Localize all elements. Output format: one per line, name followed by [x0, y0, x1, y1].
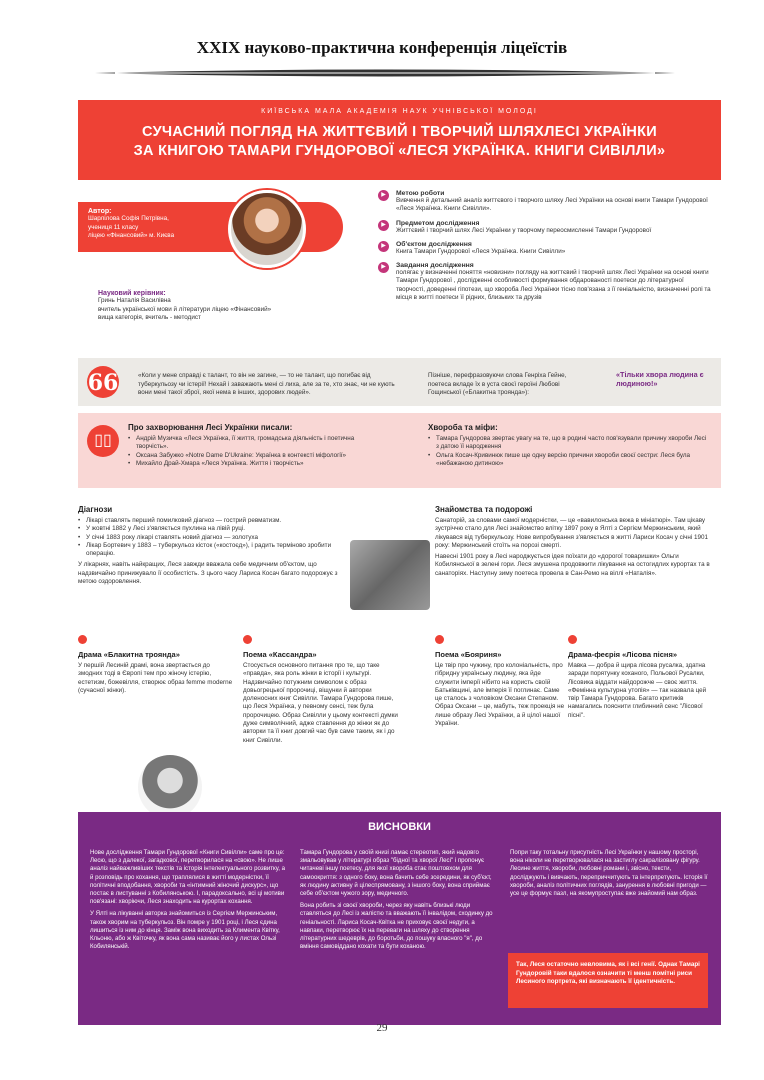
play-icon: ▶ [378, 220, 389, 231]
list-item: • Лікарі ставлять перший помилковий діагноз — гострий ревматизм. [78, 517, 348, 525]
poster [78, 100, 721, 1025]
page-number: 29 [376, 1022, 388, 1034]
play-icon [568, 635, 577, 644]
play-icon [243, 635, 252, 644]
diagnoses-section: Діагнози • Лікарі ставлять перший помилковий діагноз — гострий ревматизм. • У жовтні 1882 у Лесі з'являється пухлина на лівій руці. • У січні 1883 року лікарі ставлять новий діагноз — золотуха • Лікар Бортевич у 1883 – туберкульоз кісток («костоєд»), і радить терміново зробити операцію. У лікарнях, навіть найкращих, Леся завжди вважала себе медичним об'єктом, що надзвичайно принижувало її особистість. З цього часу Лариса Косач багато подорожує з метою оздоровлення. [78, 505, 348, 586]
author-block: Автор: Шарлілова Софія Петрівна, учениця 11 класу ліцею «Фінансовий» м. Києва [78, 202, 343, 252]
final-statement: Так, Леся остаточно невловима, як і всі генії. Однак Тамарі Гундоровій таки вдалося означити ті менш помітні риси Лесиного портрета, які визначають її ідентичність. [508, 953, 708, 1008]
work-card: Поема «Бояриня» Це твір про чужину, про колоніальність, про гібридну українську людину, яка йде служити імперії нібито на користь своїй Батьківщині, але імперія її поглинає. Саме це сталось з чоловіком Оксани Степаном. Образ Оксани – це, мабуть, теж проекція не лише образу Лесі Українки, а й цілої нашої України. [435, 635, 565, 728]
play-icon: ▶ [378, 190, 389, 201]
conclusions-section [78, 812, 721, 1025]
portrait-illustration [138, 755, 202, 819]
list-item: • Оксана Забужко «Notre Dame D'Ukraine: Українка в контексті міфології» [128, 452, 388, 460]
header-divider [95, 66, 675, 80]
author-photo [228, 190, 306, 268]
quote-text: «Коли у мене справді є талант, то він не загине, — то не талант, що погибає від туберкульозу чи істерії! Нехай і заважають мені сі лиха, але за те, хто знає, чи не кують вони мені такої зброї, якої нема в інших, здорових людей». [138, 372, 395, 396]
quote-highlight: «Тільки хвора людина є людиною!» [616, 370, 704, 388]
supervisor-block: Науковий керівник: Гринь Наталія Василівна вчитель української мови й літератури ліцею «Фінансовий» вища категорія, вчитель - методист [98, 290, 338, 323]
title-banner [78, 100, 721, 180]
play-icon [435, 635, 444, 644]
research-goals [378, 190, 713, 308]
author-name: Шарлілова Софія Петрівна, [88, 215, 169, 222]
supervisor-label: Науковий керівник: [98, 290, 166, 297]
disease-band [78, 413, 721, 488]
organization: КИЇВСЬКА МАЛА АКАДЕМІЯ НАУК УЧНІВСЬКОЇ МОЛОДІ [261, 108, 538, 115]
conclusions-title: ВИСНОВКИ [368, 821, 431, 833]
work-card: Поема «Кассандра» Стосується основного питання про те, що таке «правда», яка роль жінки в історії і культурі. Надзвичайно потужним символом є образ довьогрецької пророчиці, віщунки й авторки доленосних книг Сивілли. Тамара Гундорова пише, що Леся Українка, у певному сенсі, теж була пророчицею. Образ Сивілли у цьому контексті думки дуже символічний, адже ставлення до жінки як до авторки та її книг довгий час був саме таким, як і до книг Сивілли. [243, 635, 398, 745]
conclusions-col-1: Нове дослідження Тамари Гундорової «Книги Сивілли» саме про це: Лесю, що з далекої, загадкової, перетворилася на «свою». Не лише аналіз найважливіших текстів та історія інтелектуального розвитку, а й розповідь про кохання, що траплялися в житті модерністки, її політичні вподобання, хвороби та «інтимний жіночий дискурс», що постає в листуванні з Кобилянською. І, парадоксально, всі ці мотиви пов'язані: хворіючи, Леся знаходить на курортах кохання. У Ялті на лікуванні авторка знайомиться із Сергієм Мержинським, також хворим на туберкульоз. Він помре у 1901 році, і Леся єдина лишиться із ним до кінця. Заміж вона виходить за Климента Квітку, Кльоню, або ж Квіточку, як вона сама називає його у листах Ользі Кобилянській. [90, 849, 286, 951]
conclusions-col-2: Тамара Гундорова у своїй книзі ламає стереотип, який надовго змальовував у літературі образ "бідної та хворої Лесі" і пропонує читачеві іншу поетесу, для якої хвороба стає поштовхом для самоокриття: з одного боку, вона бачить себе зсередини, як суб'єкт, як людину активну й цілеспрямовану, з іншого боку, вона сприймає себе об'єктом чужого зору, медичного. Вона робить зі своєї хвороби, через яку навіть близькі люди ставляться до Лесі із жалістю та вважають її інвалідом, сходинку до геніальності. Лариса Косач-Квітка не приховує своєї недуги, а навпаки, перетворює їх на переваги на шляху до створення літературних шедеврів, до боротьби, до пошуку власного "я", до вміння самовіддано кохати та бути коханою. [300, 849, 493, 951]
disease-myths: Хвороба та міфи: • Тамара Гундорова звертає увагу на те, що в родині часто пов'язували причину хвороби Лесі з датою її народження • Ольга Косач-Кривинюк пише ще одну версію причини хвороби своєї сестри: Леся була «небажаною дитиною» [428, 423, 708, 468]
play-icon [78, 635, 87, 644]
goal-item: ▶ Об'єктом дослідження Книга Тамари Гундорової «Леся Українка. Книги Сивілли» [378, 241, 713, 256]
conference-header: XXIX науково-практична конференція ліцеїстів [196, 38, 568, 57]
list-item: • Андрій Музичка «Леся Українка, її життя, громадська діяльність і поетична творчість». [128, 435, 388, 452]
acquaintances-section: Знайомства та подорожі Санаторій, за словами самої модерністки, — це «вавилонська вежа в мініатюрі». Там цікаву зустріччю стало для Лесі знайомство влітку 1897 року в Ялті з Сергієм Мержинським, який лікувався від туберкульозу. Нове випробування з'являється в житті Лариси Косач у січні 1901 року: Мержинський стоїть на порозі смерті. Навесні 1901 року в Лесі народжується ідея поїхати до «дорогої товаришки» Ольги Кобилянської в зелені гори. Леся змушена продовжити лікування на остогидлих курортах та в санаторіях. Наступну зиму поетеса провела в Сан-Ремо на віллі «Наталія». [435, 505, 710, 577]
quote-band [78, 358, 721, 406]
poster-title: СУЧАСНИЙ ПОГЛЯД НА ЖИТТЄВИЙ І ТВОРЧИЙ ШЛЯХЛЕСІ УКРАЇНКИ ЗА КНИГОЮ ТАМАРИ ГУНДОРОВОЇ «ЛЕСЯ УКРАЇНКА. КНИГИ СИВІЛЛИ» [133, 124, 666, 159]
book-icon: ▯▯ [87, 425, 119, 457]
quote-context: Пізніше, перефразовуючи слова Генріха Гейне, поетеса вкладе їх в уста своєї героїні Любові Гощинської («Блакитна троянда»): [428, 372, 567, 396]
quote-icon: 66 [87, 366, 119, 398]
list-item: • Лікар Бортевич у 1883 – туберкульоз кісток («костоєд»), і радить терміново зробити операцію. [78, 542, 348, 559]
supervisor-name: Гринь Наталія Василівна [98, 297, 171, 304]
list-item: • Тамара Гундорова звертає увагу на те, що в родині часто пов'язували причину хвороби Лесі з датою її народження [428, 435, 708, 452]
goal-item: ▶ Завдання дослідження полягає у визначенні поняття «новизни» погляду на життєвий і творчий шлях Лесі Українки на основі книги Тамари Гундорової , дослідженні особливості формування обдарованості поетеси до літературної творчості, доведенні гіпотези, що хвороба Лесі Українки тісно пов'язана з її геніальністю, визначенні ролі та місця в житті поетеси її рідних, близьких та друзів [378, 262, 713, 302]
author-label: Автор: [88, 208, 112, 215]
play-icon: ▶ [378, 262, 389, 273]
disease-sources: Про захворювання Лесі Українки писали: • Андрій Музичка «Леся Українка, її життя, громадська діяльність і поетична творчість». • Оксана Забужко «Notre Dame D'Ukraine: Українка в контексті міфології» • Михайло Драй-Хмара «Леся Українка. Життя і творчість» [128, 423, 388, 468]
conclusions-col-3: Попри таку тотальну присутність Лесі Українки у нашому просторі, вона ніколи не перетворювалася на застиглу сакралізовану фігуру. Лесине життя, хвороби, любовні романи і, звісно, тексти, досліджують і вивчають, переприччитують та інтерпретують. Історія її хвороби, аналіз політичних поглядів, занурення в любовні пригоди — усе це формує пазл, на якомупроступає вже знайомий нам образ. [510, 849, 708, 898]
work-card: Драма-феєрія «Лісова пісня» Мавка — добра й щира лісова русалка, здатна заради порятунку коханого, Польової Русалки, Лісовика віддати найдорожче — своє життя. «Фемінна культурна утопія» — так назвала цей твір Тамара Гундорова. Багато критиків намагались пояснити глибинний сенс "Лісової пісні". [568, 635, 718, 720]
list-item: • Михайло Драй-Хмара «Леся Українка. Життя і творчість» [128, 460, 388, 468]
work-card: Драма «Блакитна троянда» У першій Лесиній драмі, вона звертається до змодних тоді в Європі тем про жіночу істерію, естетизм, божевілля, створює образ femme moderne (сучасної жінки). [78, 635, 233, 695]
goal-item: ▶ Метою роботи Вивчення й детальний аналіз життєвого і творчого шляху Лесі Українки на основі книги Тамари Гундорової «Леся Українка. Книги Сивілли». [378, 190, 713, 214]
list-item: • У січні 1883 року лікарі ставлять новий діагноз — золотуха [78, 534, 348, 542]
list-item: • У жовтні 1882 у Лесі з'являється пухлина на лівій руці. [78, 525, 348, 533]
play-icon: ▶ [378, 241, 389, 252]
goal-item: ▶ Предметом дослідження Життєвий і творчий шлях Лесі Українки у творчому переосмисленні Тамари Гундорової [378, 220, 713, 235]
historical-photo [350, 540, 430, 610]
list-item: • Ольга Косач-Кривинюк пише ще одну версію причини хвороби своєї сестри: Леся була «небажаною дитиною» [428, 452, 708, 469]
